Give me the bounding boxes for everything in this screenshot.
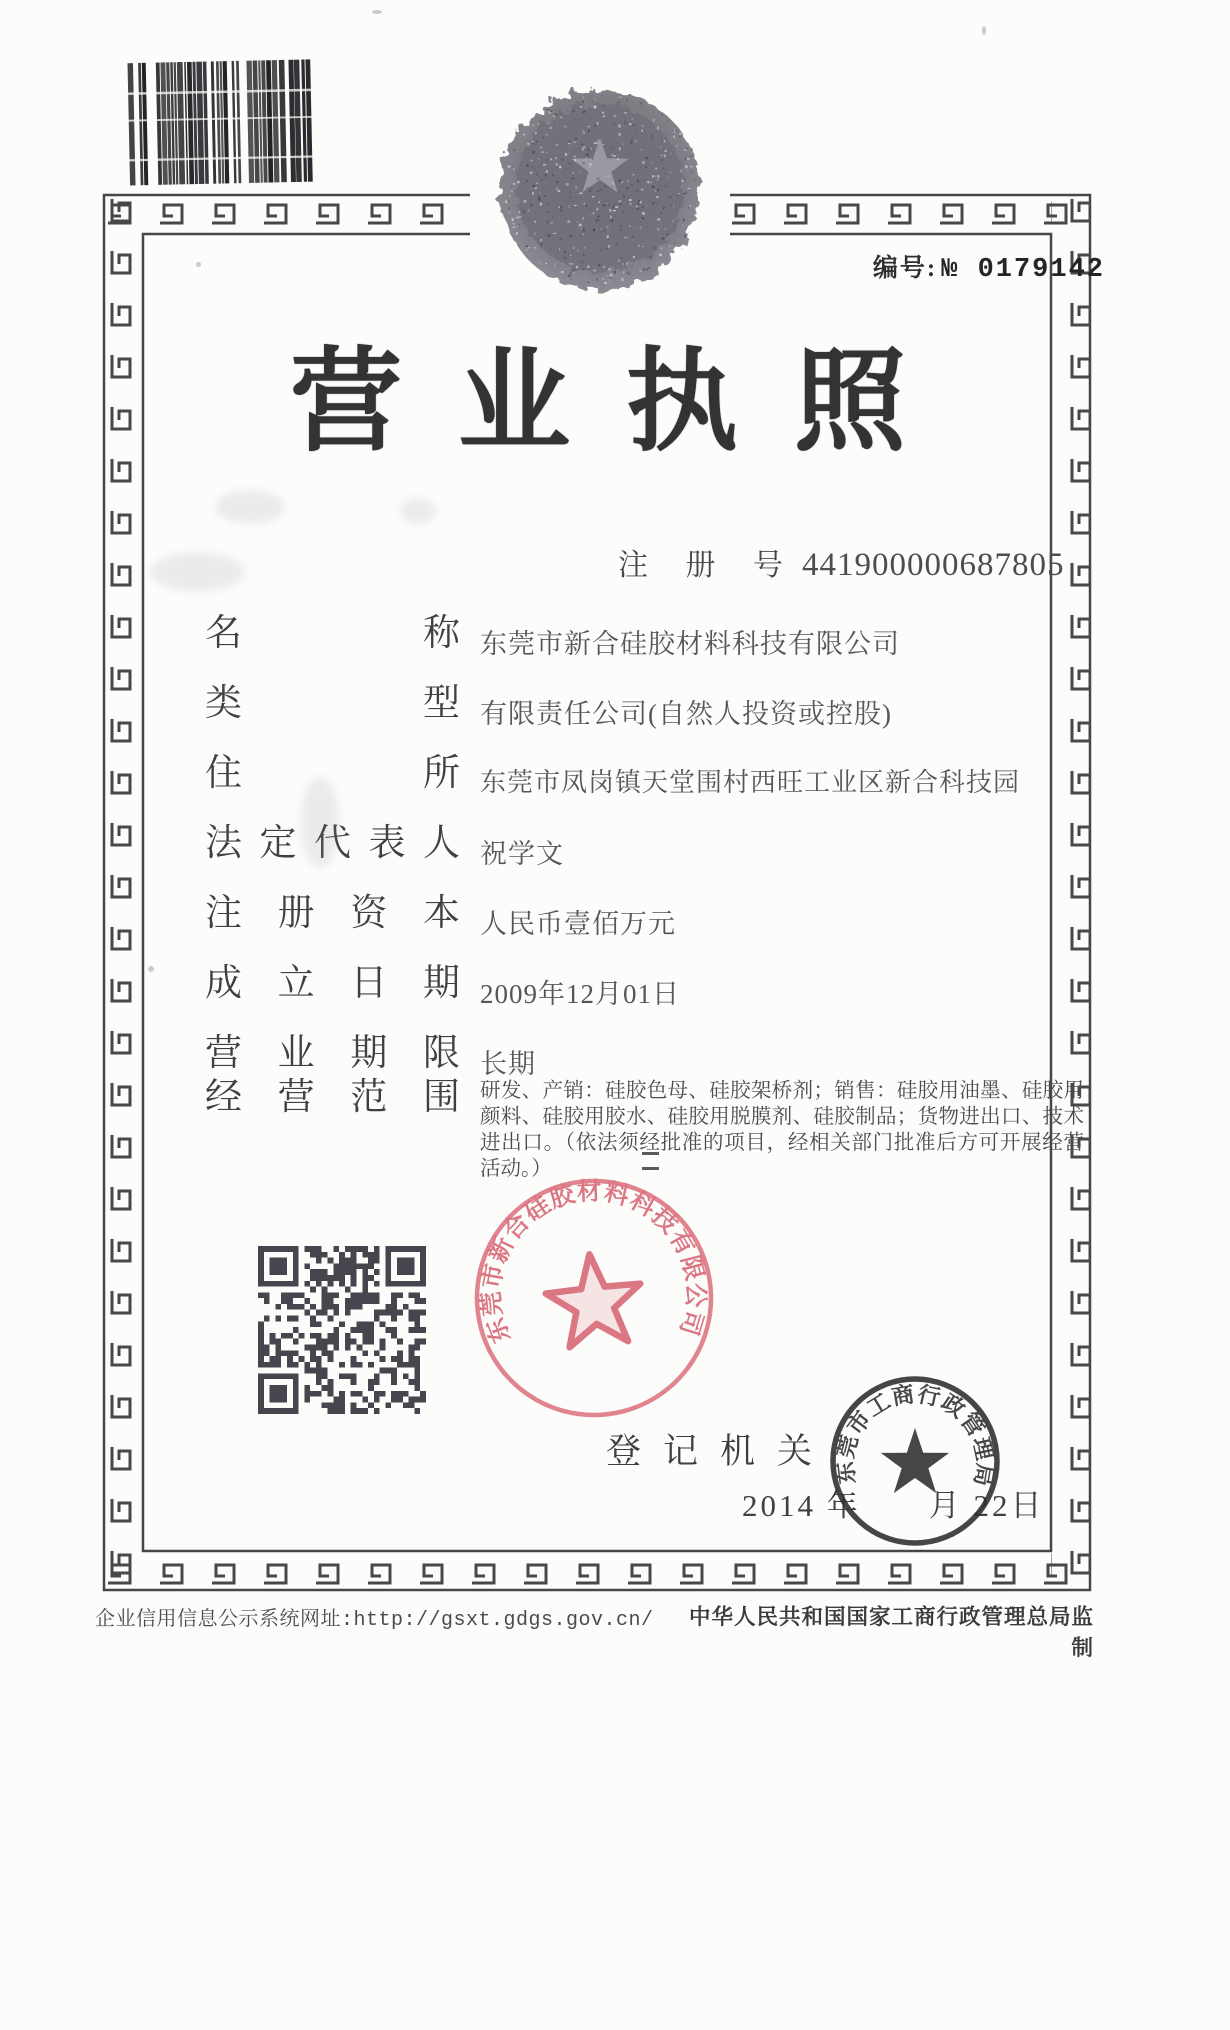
field-label: 住所 <box>205 753 460 794</box>
serial-line <box>815 248 1105 285</box>
field-label: 法定代表人 <box>205 823 460 864</box>
field-row-registered-capital <box>205 895 1095 947</box>
scan-speck <box>196 262 201 267</box>
scan-smudge <box>400 498 436 524</box>
field-label: 注册资本 <box>205 893 460 934</box>
company-seal <box>445 1149 744 1448</box>
field-label: 成立日期 <box>205 963 460 1004</box>
registrar-seal-text: 东莞市工商行政管理局 <box>832 1381 998 1489</box>
qr-code-graphic <box>258 1246 426 1414</box>
national-emblem <box>470 70 730 314</box>
field-value: 东莞市新合硅胶材料科技有限公司 <box>480 629 900 659</box>
issue-date: 2014 年 月 22日 <box>742 1488 1045 1523</box>
license-title: 营业执照 <box>290 341 962 465</box>
national-emblem-graphic <box>470 70 730 314</box>
field-value: 2009年12月01日 <box>480 979 680 1009</box>
footer-issuer: 中华人民共和国国家工商行政管理总局监制 <box>688 1605 1094 1660</box>
field-row-company-type <box>205 685 1095 737</box>
barcode-graphic <box>119 58 314 188</box>
field-value: 人民币壹佰万元 <box>480 909 676 939</box>
barcode <box>119 58 314 188</box>
scan-speck <box>148 966 154 972</box>
registrar-seal <box>818 1364 1014 1560</box>
scan-speck <box>982 26 986 35</box>
field-value: 有限责任公司(自然人投资或控股) <box>480 699 892 729</box>
registration-number-label: 注 册 号 <box>618 549 798 582</box>
registration-line <box>618 540 1065 584</box>
registrar-label: 登记机关 <box>606 1432 835 1471</box>
scan-smudge <box>215 490 285 524</box>
scan-speck <box>372 10 382 14</box>
company-seal-text: 东莞市新合硅胶材料科技有限公司 <box>477 1178 709 1347</box>
field-label: 名称 <box>205 613 460 654</box>
registration-number: 441900000687805 <box>802 547 1065 583</box>
qr-code <box>258 1246 426 1414</box>
scan-smudge <box>150 552 245 592</box>
field-row-established-date <box>205 965 1095 1017</box>
field-row-address <box>205 755 1095 807</box>
field-value: 东莞市凤岗镇天堂围村西旺工业区新合科技园 <box>480 768 1021 797</box>
serial-number: № 0179142 <box>941 255 1105 285</box>
company-seal-star <box>542 1249 646 1349</box>
field-value: 祝学文 <box>480 839 564 869</box>
footer-public-info-url: 企业信用信息公示系统网址:http://gsxt.gdgs.gov.cn/ <box>95 1609 654 1632</box>
field-label: 营业期限 <box>205 1033 460 1074</box>
serial-label: 编号: <box>872 255 938 282</box>
field-row-company-name <box>205 615 1095 667</box>
field-label: 经营范围 <box>205 1077 460 1118</box>
field-label: 类型 <box>205 683 460 724</box>
business-scope-text: 研发、产销：硅胶色母、硅胶架桥剂；销售：硅胶用油墨、硅胶用颜料、硅胶用胶水、硅胶用脱膜剂、硅胶制品；货物进出口、技术进出口。（依法须经批准的项目，经相关部门批准后方可开展经营活动。） <box>480 1080 1084 1180</box>
field-value: 长期 <box>480 1049 536 1079</box>
scan-smudge <box>300 778 340 868</box>
registrar-seal-star <box>881 1428 949 1493</box>
